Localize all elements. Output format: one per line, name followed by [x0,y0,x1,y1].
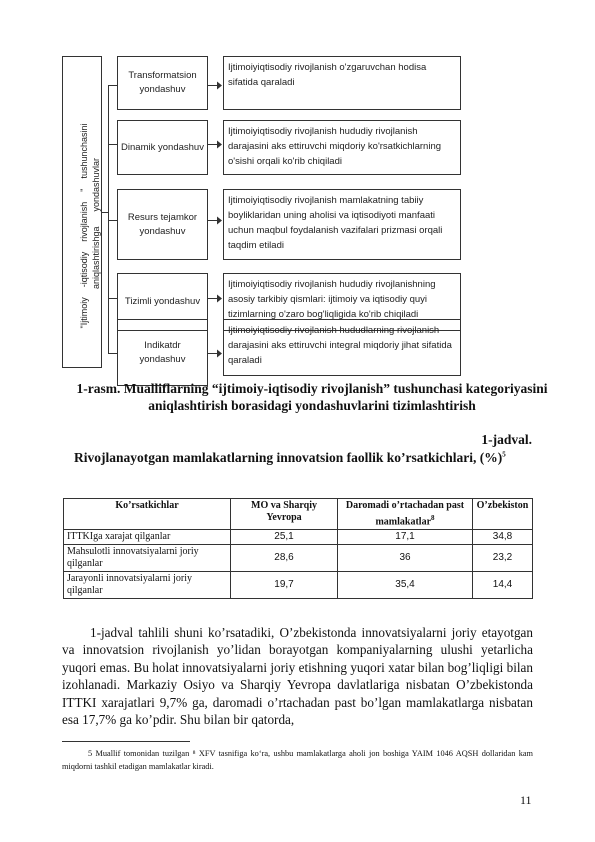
table-header [338,499,473,530]
table-row [64,530,533,545]
table-cell: 23,2 [473,545,533,572]
category-resurs-tejamkor: Resurs tejamkor yondashuv [117,189,208,260]
footnote: 5 Muallif tomonidan tuzilgan ⁸ XFV tasnifiga ko‘ra, ushbu mamlakatlarga aholi jon boshiga YAIM 1046 AQSH dollaridan kam miqdorni tashkil etadigan mamlakatlar kiradi. [62,749,533,771]
table-cell: 17,1 [338,530,473,545]
table-title [74,450,554,466]
table-row [64,572,533,599]
connector-trunk [108,85,109,353]
footnote-marker: 5 [502,450,506,459]
table-row-label: ITTKIga xarajat qilganlar [64,530,231,545]
category-dinamik: Dinamik yondashuv [117,120,208,175]
description-tizimli: Ijtimoiyiqtisodiy rivojlanish hududiy rivojlanishning asosiy tarkibiy qismlari: ijtimoiy va iqtisodiy quyi tizimlarning o'zaro bog'liqligida ko'rib chiqiladi [223,273,461,331]
table-row [64,545,533,572]
table-cell: 34,8 [473,530,533,545]
description-transformatsion: Ijtimoiyiqtisodiy rivojlanish o'zgaruvchan hodisa sifatida qaraladi [223,56,461,110]
category-transformatsion: Transformatsion yondashuv [117,56,208,110]
table-header: MO va Sharqiy Yevropa [231,499,338,530]
table-title-text: Rivojlanayotgan mamlakatlarning innovatsion faollik ko’rsatkichlari, (%) [74,450,503,465]
description-indikator: Ijtimoiyiqtisodiy rivojlanish hududlarning rivojlanish darajasini aks ettiruvchi integral miqdoriy jihat sifatida qaraladi [223,319,461,376]
table-cell: 25,1 [231,530,338,545]
arrow-icon [208,140,222,149]
table-row-label: Jarayonli innovatsiyalarni joriy qilganlar [64,572,231,599]
indicator-table [63,498,533,599]
connector [108,144,117,145]
connector [108,85,117,86]
connector [108,220,117,221]
description-dinamik: Ijtimoiyiqtisodiy rivojlanish hududiy rivojlanish darajasini aks ettiruvchi miqdoriy ko'rsatkichlarning o'sishi orqali ko'rib chiqiladi [223,120,461,175]
connector [108,353,117,354]
arrow-icon [208,216,222,225]
table-label: 1-jadval. [481,432,532,447]
table-header: O’zbekiston [473,499,533,530]
table-header-text: Daromadi o’rtachadan past mamlakatlar [345,500,465,528]
diagram-root-label: "Ijtimoiy -iqtisodiy rivojlanish " tushunchasini aniqlashtirishga yondashuvlar [79,123,101,329]
arrow-icon [208,349,222,358]
arrow-icon [208,294,222,303]
footnote-marker: 8 [431,514,435,522]
category-indikator: Indikatdr yondashuv [117,319,208,386]
page-number: 11 [520,793,532,807]
table-header-row [64,499,533,530]
table-cell: 19,7 [231,572,338,599]
figure-caption: 1-rasm. Mualliflarning “ijtimoiy-iqtisodiy rivojlanish” tushunchasi kategoriyasini aniqlashtirish borasidagi yondashuvlarini tizimlashtirish [76,381,548,413]
footnote-divider [62,741,190,742]
table-row-label: Mahsulotli innovatsiyalarni joriy qilganlar [64,545,231,572]
table-cell: 36 [338,545,473,572]
category-tizimli: Tizimli yondashuv [117,273,208,331]
arrow-icon [208,81,222,90]
connector [108,298,117,299]
description-resurs-tejamkor: Ijtimoiyiqtisodiy rivojlanish mamlakatning tabiiy boyliklaridan uning aholisi va iqtisodiyoti manfaati uchun maqbul foydalanish vazifalari prizmasi orqali taqdim etiladi [223,189,461,260]
table-cell: 35,4 [338,572,473,599]
table-cell: 28,6 [231,545,338,572]
table-cell: 14,4 [473,572,533,599]
table-header: Ko’rsatkichlar [64,499,231,530]
body-paragraph: 1-jadval tahlili shuni ko’rsatadiki, O’zbekistonda innovatsiyalarni joriy etayotgan va innovatsion rivojlanish yo’lidan borayotgan kompaniyalarning ulushi yetarlicha yuqori emas. Bu holat innovatsiyalarni joriy etishning yuqori xatar bilan bog’liqligi bilan izohlanadi. Markaziy Osiyo va Sharqiy Yevropa davlatlariga nisbatan O’zbekistonda ITTKI xarajatlari 9,7% ga, daromadi o’rtachadan past bo’lgan mamlakatlarga nisbatan esa 17,7% ga ko’pdir. Shu bilan bir qatorda, [62,625,533,728]
